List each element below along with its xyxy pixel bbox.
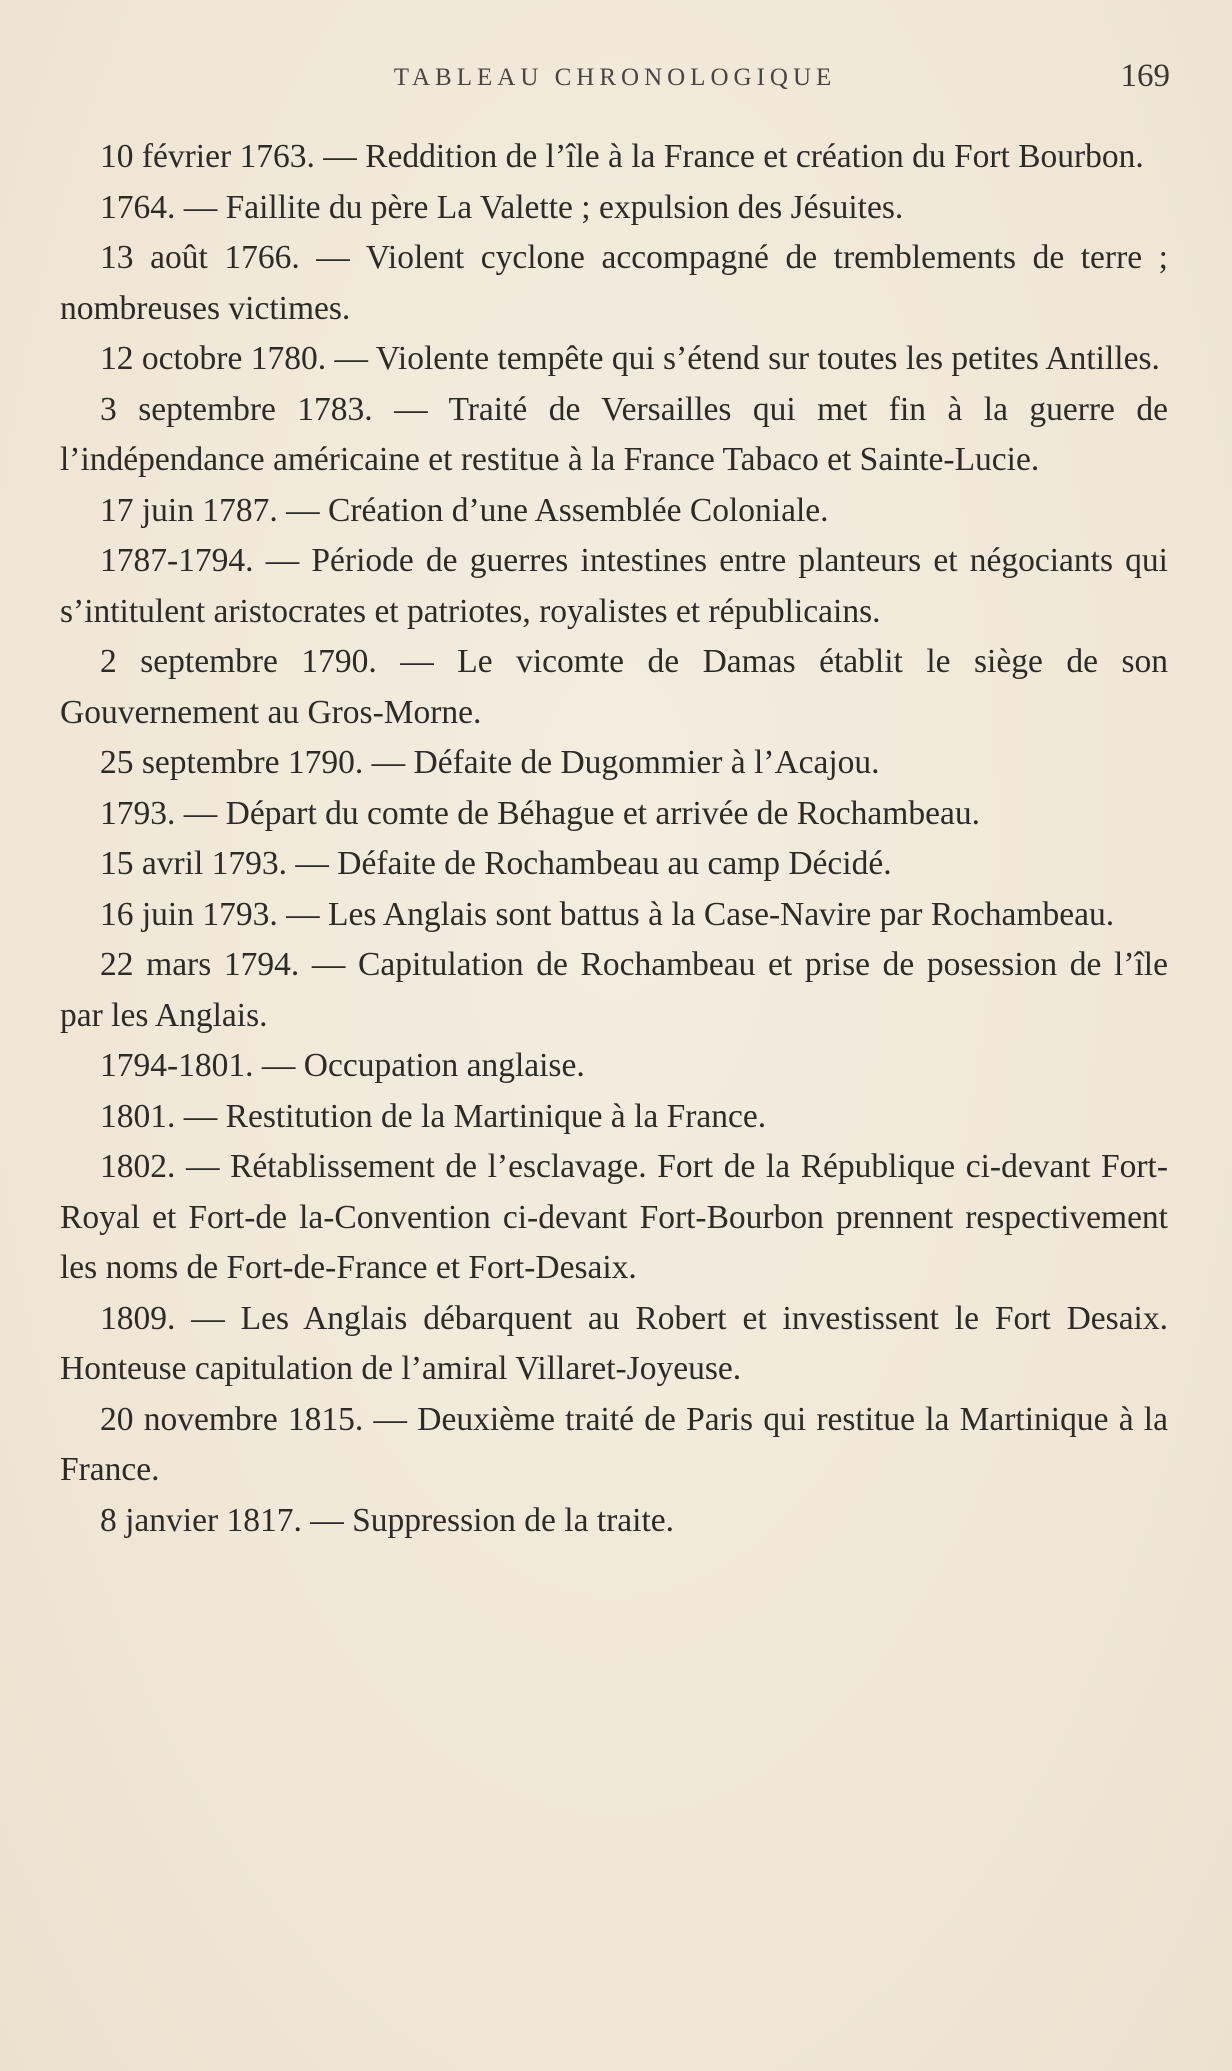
page-number: 169: [1120, 58, 1170, 94]
chronology-entry: 1787-1794. — Période de guerres intestines entre planteurs et négociants qui s’intitulent aristocrates et patriotes, royalistes et républicains.: [60, 542, 1168, 630]
chronology-text: [60, 132, 1168, 1546]
chronology-entry: 3 septembre 1783. — Traité de Versailles qui met fin à la guerre de l’indépendance américaine et restitue à la France Tabaco et Sainte-Lucie.: [60, 390, 1168, 478]
chronology-entry: 1764. — Faillite du père La Valette ; expulsion des Jésuites.: [100, 188, 904, 226]
chronology-entry: 13 août 1766. — Violent cyclone accompagné de tremblements de terre ; nombreuses victimes.: [60, 239, 1168, 327]
chronology-entry: 10 février 1763. — Reddition de l’île à la France et création du Fort Bourbon.: [100, 138, 1144, 175]
chronology-entry: 1801. — Restitution de la Martinique à la France.: [100, 1097, 767, 1135]
chronology-entry: 8 janvier 1817. — Suppression de la traite.: [100, 1501, 675, 1539]
chronology-entry: 17 juin 1787. — Création d’une Assemblée Coloniale.: [100, 491, 829, 529]
running-head: [60, 58, 1170, 102]
chronology-entry: 16 juin 1793. — Les Anglais sont battus à la Case-Navire par Rochambeau.: [100, 895, 1115, 933]
chronology-entry: 1809. — Les Anglais débarquent au Robert et investissent le Fort Desaix. Honteuse capitulation de l’amiral Villaret-Joyeuse.: [60, 1299, 1168, 1387]
chronology-entry: 1802. — Rétablissement de l’esclavage. Fort de la République ci-devant Fort-Royal et Fort-de la-Convention ci-devant Fort-Bourbon prennent respectivement les noms de Fort-de-France et Fort-Desaix.: [60, 1148, 1168, 1286]
chronology-entry: 15 avril 1793. — Défaite de Rochambeau au camp Décidé.: [100, 845, 892, 882]
chronology-entry: 20 novembre 1815. — Deuxième traité de Paris qui restitue la Martinique à la France.: [60, 1400, 1168, 1488]
chronology-entry: 22 mars 1794. — Capitulation de Rochambeau et prise de posession de l’île par les Anglais.: [60, 946, 1168, 1034]
chronology-entry: 1794-1801. — Occupation anglaise.: [100, 1047, 585, 1084]
chronology-entry: 2 septembre 1790. — Le vicomte de Damas établit le siège de son Gouvernement au Gros-Morne.: [60, 643, 1168, 731]
chronology-entry: 12 octobre 1780. — Violente tempête qui s’étend sur toutes les petites Antilles.: [100, 340, 1160, 377]
chronology-entry: 1793. — Départ du comte de Béhague et arrivée de Rochambeau.: [100, 794, 980, 832]
running-title: TABLEAU CHRONOLOGIQUE: [393, 64, 837, 91]
chronology-entry: 25 septembre 1790. — Défaite de Dugommier à l’Acajou.: [100, 744, 880, 781]
